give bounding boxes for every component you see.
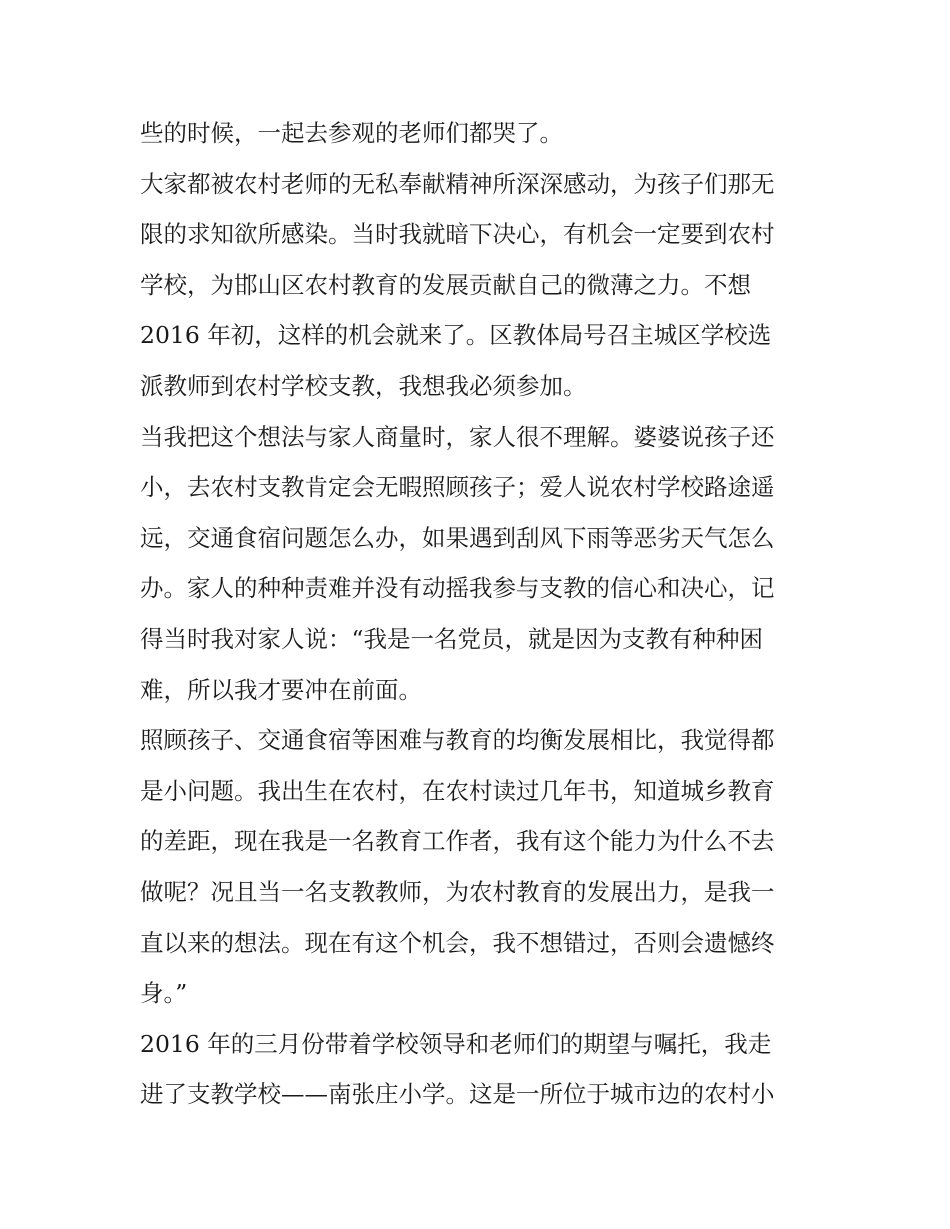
text-line: 派教师到农村学校支教，我想我必须参加。 bbox=[140, 371, 587, 400]
text-line: 身。” bbox=[140, 979, 188, 1008]
text-line: 限的求知欲所感染。当时我就暗下决心，有机会一定要到农村 bbox=[140, 220, 775, 249]
text-line: 进了支教学校——南张庄小学。这是一所位于城市边的农村小 bbox=[140, 1080, 775, 1109]
body-text bbox=[140, 108, 820, 1120]
text-line: 照顾孩子、交通食宿等困难与教育的均衡发展相比，我觉得都 bbox=[140, 726, 775, 755]
text-line: 小，去农村支教肯定会无暇照顾孩子；爱人说农村学校路途遥 bbox=[140, 473, 775, 502]
text-line: 大家都被农村老师的无私奉献精神所深深感动，为孩子们那无 bbox=[140, 169, 775, 198]
text-line: 是小问题。我出生在农村，在农村读过几年书，知道城乡教育 bbox=[140, 776, 775, 805]
text-line: 难，所以我才要冲在前面。 bbox=[140, 675, 422, 704]
text-line: 些的时候，一起去参观的老师们都哭了。 bbox=[140, 119, 563, 147]
text-line: 学校，为邯山区农村教育的发展贡献自己的微薄之力。不想 bbox=[140, 270, 751, 299]
text-line: 做呢？况且当一名支教教师，为农村教育的发展出力，是我一 bbox=[140, 877, 775, 906]
text-line: 直以来的想法。现在有这个机会，我不想错过，否则会遗憾终 bbox=[140, 928, 775, 957]
text-line: 办。家人的种种责难并没有动摇我参与支教的信心和决心，记 bbox=[140, 574, 775, 603]
text-line: 得当时我对家人说：“我是一名党员，就是因为支教有种种困 bbox=[140, 624, 764, 653]
text-line: 2016 年的三月份带着学校领导和老师们的期望与嘱托，我走 bbox=[140, 1029, 772, 1058]
text-line: 2016 年初，这样的机会就来了。区教体局号召主城区学校选 bbox=[140, 321, 772, 350]
text-line: 当我把这个想法与家人商量时，家人很不理解。婆婆说孩子还 bbox=[140, 422, 775, 451]
text-line: 的差距，现在我是一名教育工作者，我有这个能力为什么不去 bbox=[140, 827, 775, 856]
text-line: 远，交通食宿问题怎么办，如果遇到刮风下雨等恶劣天气怎么 bbox=[140, 523, 775, 552]
